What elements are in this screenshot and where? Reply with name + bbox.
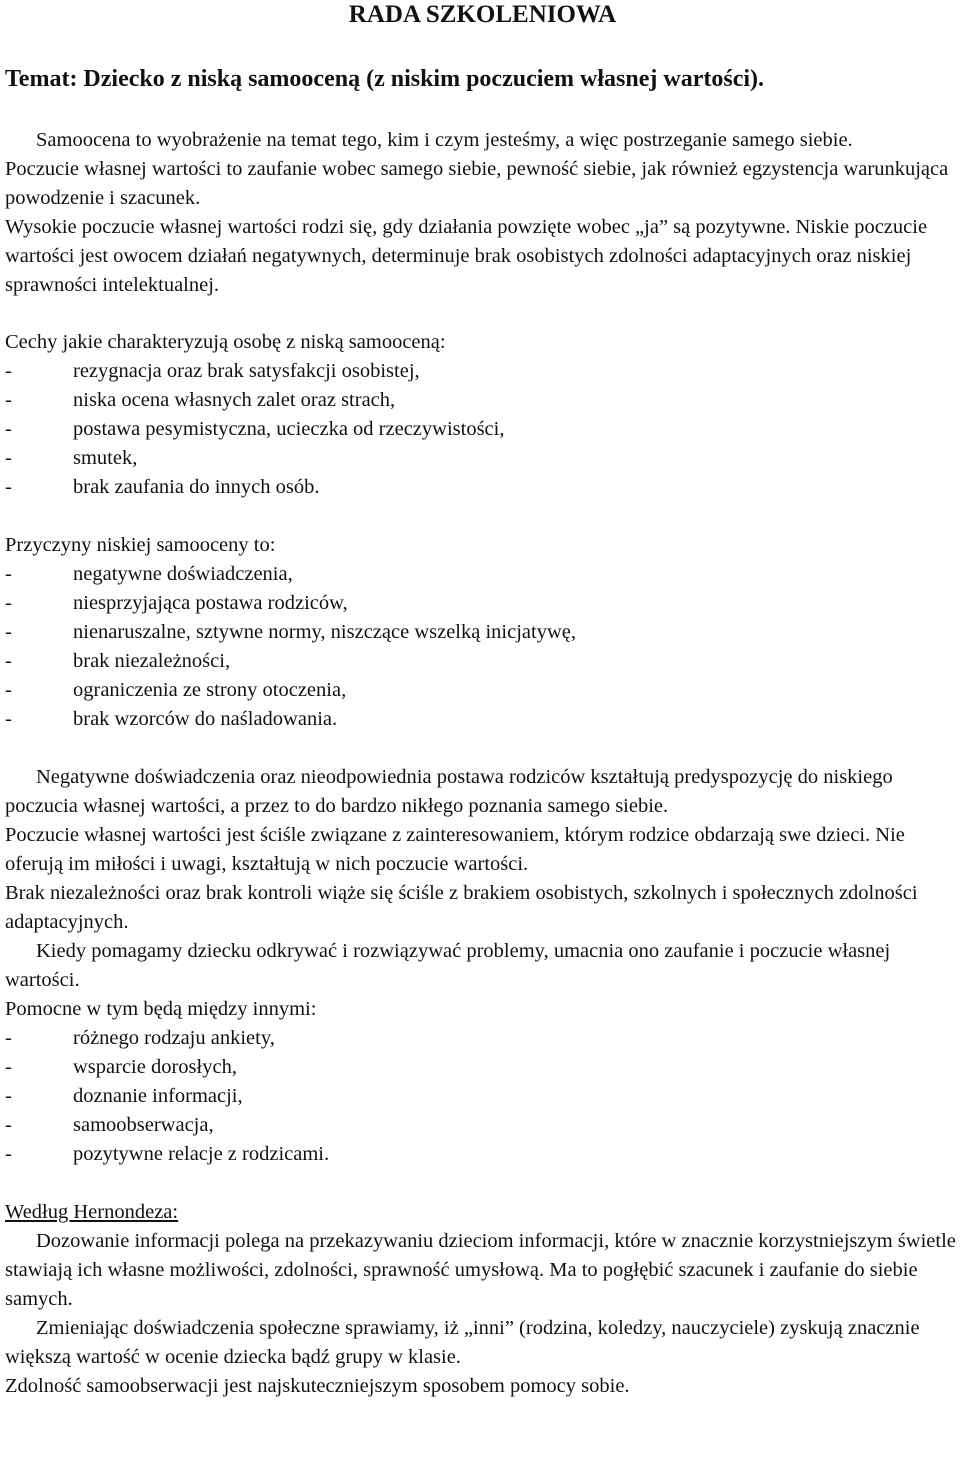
list-item: - doznanie informacji, <box>5 1085 243 1107</box>
list-item: - wsparcie dorosłych, <box>5 1056 237 1078</box>
discussion-paragraph: Brak niezależności oraz brak kontroli wiąże się ściśle z brakiem osobistych, szkolnych i społecznych zdolności adaptacyjnych. <box>5 882 918 933</box>
list-item: - niesprzyjająca postawa rodziców, <box>5 592 348 614</box>
list-item: - postawa pesymistyczna, ucieczka od rzeczywistości, <box>5 418 505 440</box>
hernondez-paragraph: Zdolność samoobserwacji jest najskuteczniejszym sposobem pomocy sobie. <box>5 1375 630 1397</box>
traits-list <box>5 357 960 502</box>
list-item: - niska ocena własnych zalet oraz strach, <box>5 389 396 411</box>
list-item: - smutek, <box>5 447 138 469</box>
document-title: RADA SZKOLENIOWA <box>348 1 617 28</box>
list-item: - negatywne doświadczenia, <box>5 563 293 585</box>
causes-list <box>5 560 960 734</box>
document-page <box>5 0 960 1401</box>
list-item: - ograniczenia ze strony otoczenia, <box>5 679 347 701</box>
hernondez-paragraph: Dozowanie informacji polega na przekazywaniu dzieciom informacji, które w znacznie korzystniejszym świetle stawiają ich własne możliwości, zdolności, sprawność umysłową. Ma to pogłębić szacunek i zaufanie do siebie samych. <box>5 1230 956 1310</box>
list-item: - brak niezależności, <box>5 650 231 672</box>
discussion-paragraph: Poczucie własnej wartości jest ściśle związane z zainteresowaniem, którym rodzice obdarzają swe dzieci. Nie oferują im miłości i uwagi, kształtują w nich poczucie wartości. <box>5 824 905 875</box>
list-item: - rezygnacja oraz brak satysfakcji osobistej, <box>5 360 420 382</box>
hernondez-heading: Według Hernondeza: <box>5 1201 179 1223</box>
document-topic: Temat: Dziecko z niską samooceną (z niskim poczuciem własnej wartości). <box>5 66 765 92</box>
list-item: - brak zaufania do innych osób. <box>5 476 320 498</box>
list-item: - różnego rodzaju ankiety, <box>5 1027 275 1049</box>
helpful-heading: Pomocne w tym będą między innymi: <box>5 998 317 1020</box>
intro-paragraph: Samoocena to wyobrażenie na temat tego, kim i czym jesteśmy, a więc postrzeganie samego siebie. <box>36 129 853 151</box>
list-item: - nienaruszalne, sztywne normy, niszczące wszelką inicjatywę, <box>5 621 576 643</box>
list-item: - brak wzorców do naśladowania. <box>5 708 338 730</box>
list-item: - samoobserwacja, <box>5 1114 214 1136</box>
list-item: - pozytywne relacje z rodzicami. <box>5 1143 330 1165</box>
traits-heading: Cechy jakie charakteryzują osobę z niską samooceną: <box>5 331 446 353</box>
hernondez-paragraph: Zmieniając doświadczenia społeczne sprawiamy, iż „inni” (rodzina, koledzy, nauczyciele) zyskują znacznie większą wartość w ocenie dziecka bądź grupy w klasie. <box>5 1317 920 1368</box>
intro-paragraph: Poczucie własnej wartości to zaufanie wobec samego siebie, pewność siebie, jak również egzystencja warunkująca powodzenie i szacunek. <box>5 158 949 209</box>
helpful-list <box>5 1024 960 1169</box>
intro-paragraph: Wysokie poczucie własnej wartości rodzi się, gdy działania powzięte wobec „ja” są pozytywne. Niskie poczucie wartości jest owocem działań negatywnych, determinuje brak osobistych zdolności adaptacyjnych oraz niskiej sprawności intelektualnej. <box>5 216 928 296</box>
discussion-paragraph: Kiedy pomagamy dziecku odkrywać i rozwiązywać problemy, umacnia ono zaufanie i poczucie własnej wartości. <box>5 940 891 991</box>
causes-heading: Przyczyny niskiej samooceny to: <box>5 534 276 556</box>
discussion-paragraph: Negatywne doświadczenia oraz nieodpowiednia postawa rodziców kształtują predyspozycję do niskiego poczucia własnej wartości, a przez to do bardzo nikłego poznania samego siebie. <box>5 766 893 817</box>
